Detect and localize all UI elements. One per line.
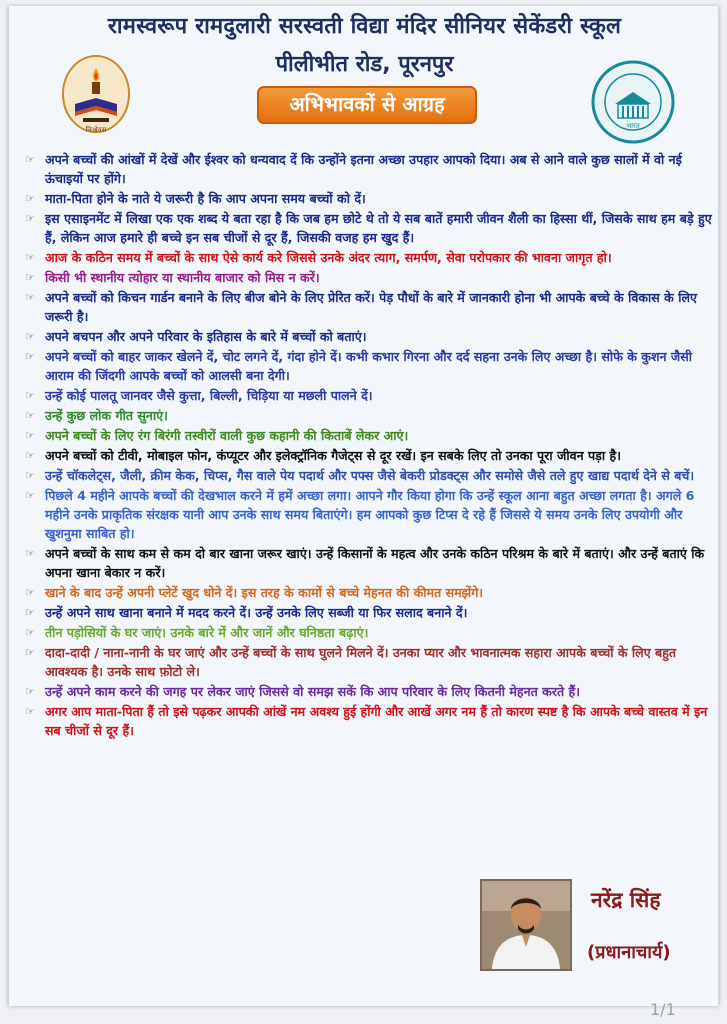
request-point: [23, 327, 713, 346]
request-point: [23, 426, 713, 445]
notice-page: [8, 6, 719, 1006]
request-point: [23, 386, 713, 405]
request-point-text: अपने बचपन और अपने परिवार के इतिहास के बारे में बच्चों को बताएं।: [45, 329, 367, 344]
request-point: [23, 150, 713, 188]
pointing-hand-bullet-icon: ☞: [25, 685, 35, 698]
request-point-text: पिछले 4 महीने आपके बच्चों की देखभाल करने में हमें अच्छा लगा। आपने गौर किया होगा कि उन्हें स्कूल आना बहुत अच्छा लगता है। अगले 6 महीने उनके प्राकृतिक संरक्षक यानी आप उनके साथ समय बिताएंगे। हम आपको कुछ टिप्स दे रहे हैं जिससे ये समय उनके लिए उपयोगी और खुशनुमा साबित हो।: [45, 488, 695, 541]
request-point: [23, 603, 713, 622]
pointing-hand-bullet-icon: ☞: [25, 251, 35, 264]
principal-designation: (प्रधानाचार्य): [587, 942, 671, 963]
notice-title-banner: अभिभावकों से आग्रह: [257, 86, 477, 124]
request-point-text: अगर आप माता-पिता हैं तो इसे पढ़कर आपकी आंखें नम अवश्य हुई होंगी और आखें अगर नम हैं तो कारण स्पष्ट है कि आपके बच्चे वास्तव में इन सब चीजों से दूर हैं।: [45, 704, 708, 738]
request-point: [23, 189, 713, 208]
request-point-text: उन्हें कुछ लोक गीत सुनाएं।: [45, 408, 168, 423]
request-point: [23, 702, 713, 740]
request-point: [23, 248, 713, 267]
pointing-hand-bullet-icon: ☞: [25, 350, 35, 363]
school-address: पीलीभीत रोड, पूरनपुर: [275, 52, 454, 77]
pointing-hand-bullet-icon: ☞: [25, 626, 35, 639]
request-point-text: इस एसाइनमेंट में लिखा एक एक शब्द ये बता रहा है कि जब हम छोटे थे तो ये सब बातें हमारी जीवन शैली का हिस्सा थीं, जिसके साथ हम बड़े हुए हैं, लेकिन आज हमारे ही बच्चे इन सब चीजों से दूर हैं, जिसकी वजह हम खुद हैं।: [45, 211, 712, 245]
board-logo: [591, 60, 675, 144]
request-point-text: खाने के बाद उन्हें अपनी प्लेटें खुद धोने दें। इस तरह के कामों से बच्चे मेहनत की कीमत समझेंगे।: [45, 585, 484, 600]
request-point-text: अपने बच्चों को टीवी, मोबाइल फोन, कंप्यूटर और इलेक्ट्रॉनिक गैजेट्स से दूर रखें। इन सबके लिए तो उनका पूरा जीवन पड़ा है।: [45, 448, 621, 463]
request-point: [23, 623, 713, 642]
pointing-hand-bullet-icon: ☞: [25, 153, 35, 166]
request-point-text: दादा-दादी / नाना-नानी के घर जाएं और उन्हें बच्चों के साथ घुलने मिलने दें। उनका प्यार और भावनात्मक सहारा आपके बच्चों के लिए बहुत आवश्यक है। उनके साथ फ़ोटो ले।: [45, 645, 677, 679]
request-point: [23, 288, 713, 326]
request-point-text: माता-पिता होने के नाते ये जरूरी है कि आप अपना समय बच्चों को दें।: [45, 191, 366, 206]
left-logo-motto: निःश्रेयस: [85, 126, 107, 134]
pointing-hand-bullet-icon: ☞: [25, 330, 35, 343]
page-indicator: 1/1: [650, 1000, 676, 1019]
request-point-text: उन्हें चॉकलेट्स, जैली, क्रीम केक, चिप्स, गैस वाले पेय पदार्थ और पफ्स जैसे बेकरी प्रोडक्ट्स और समोसे जैसे तले हुए खाद्य पदार्थ देने से बचें।: [45, 468, 695, 483]
pointing-hand-bullet-icon: ☞: [25, 469, 35, 482]
request-point-text: अपने बच्चों को बाहर जाकर खेलने दें, चोट लगने दें, गंदा होने दें। कभी कभार गिरना और दर्द सहना उनके लिए अच्छा है। सोफे के कुशन जैसी आराम की जिंदगी आपके बच्चों को आलसी बना देगी।: [45, 349, 693, 383]
pointing-hand-bullet-icon: ☞: [25, 489, 35, 502]
request-point: [23, 466, 713, 485]
pointing-hand-bullet-icon: ☞: [25, 389, 35, 402]
lamp-book-emblem-icon: [61, 54, 131, 138]
request-points-list: [23, 150, 713, 741]
request-point: [23, 682, 713, 701]
school-name: रामस्वरूप रामदुलारी सरस्वती विद्या मंदिर सीनियर सेकेंडरी स्कूल: [107, 14, 622, 39]
pointing-hand-bullet-icon: ☞: [25, 271, 35, 284]
request-point-text: किसी भी स्थानीय त्योहार या स्थानीय बाजार को मिस न करें।: [45, 270, 320, 285]
request-point: [23, 209, 713, 247]
request-point: [23, 268, 713, 287]
request-point: [23, 544, 713, 582]
pointing-hand-bullet-icon: ☞: [25, 291, 35, 304]
pointing-hand-bullet-icon: ☞: [25, 586, 35, 599]
request-point-text: आज के कठिन समय में बच्चों के साथ ऐसे कार्य करे जिससे उनके अंदर त्याग, समर्पण, सेवा परोपकार की भावना जागृत हो।: [45, 250, 612, 265]
principal-photo: [480, 879, 572, 971]
principal-portrait-icon: [482, 881, 570, 969]
request-point-text: अपने बच्चों को किचन गार्डन बनाने के लिए बीज बोने के लिए प्रेरित करें। पेड़ पौधों के बारे में जानकारी होना भी आपके बच्चे के विकास के लिए जरूरी है।: [45, 290, 698, 324]
board-seal-icon: [591, 60, 675, 144]
request-point-text: अपने बच्चों के साथ कम से कम दो बार खाना जरूर खाएं। उन्हें किसानों के महत्व और उनके कठिन परिश्रम के बारे में बताएं। और उन्हें बताएं कि अपना खाना बेकार न करें।: [45, 546, 705, 580]
request-point-text: तीन पड़ोसियों के घर जाएं। उनके बारे में और जानें और घनिष्ठता बढ़ाएं।: [45, 625, 369, 640]
request-point: [23, 446, 713, 465]
request-point-text: अपने बच्चों के लिए रंग बिरंगी तस्वीरों वाली कुछ कहानी की किताबें लेकर आएं।: [45, 428, 409, 443]
request-point: [23, 486, 713, 543]
school-logo: [61, 54, 131, 138]
pointing-hand-bullet-icon: ☞: [25, 429, 35, 442]
right-logo-caption: भारत: [626, 122, 640, 130]
pointing-hand-bullet-icon: ☞: [25, 705, 35, 718]
pointing-hand-bullet-icon: ☞: [25, 606, 35, 619]
request-point: [23, 347, 713, 385]
pointing-hand-bullet-icon: ☞: [25, 192, 35, 205]
pointing-hand-bullet-icon: ☞: [25, 212, 35, 225]
principal-name: नरेंद्र सिंह: [591, 888, 661, 912]
request-point-text: उन्हें कोई पालतू जानवर जैसे कुत्ता, बिल्ली, चिड़िया या मछली पालने दें।: [45, 388, 373, 403]
request-point: [23, 643, 713, 681]
pointing-hand-bullet-icon: ☞: [25, 409, 35, 422]
request-point: [23, 406, 713, 425]
request-point-text: अपने बच्चों की आंखों में देखें और ईश्वर को धन्यवाद दें कि उन्होंने इतना अच्छा उपहार आपको दिया। अब से आने वाले कुछ सालों में वो नई ऊंचाइयों पर होंगे।: [45, 152, 682, 186]
request-point-text: उन्हें अपने साथ खाना बनाने में मदद करने दें। उन्हें उनके लिए सब्जी या फिर सलाद बनाने दें।: [45, 605, 468, 620]
request-point: [23, 583, 713, 602]
pointing-hand-bullet-icon: ☞: [25, 449, 35, 462]
request-point-text: उन्हें अपने काम करने की जगह पर लेकर जाएं जिससे वो समझ सकें कि आप परिवार के लिए कितनी मेहनत करते हैं।: [45, 684, 580, 699]
pointing-hand-bullet-icon: ☞: [25, 547, 35, 560]
pointing-hand-bullet-icon: ☞: [25, 646, 35, 659]
